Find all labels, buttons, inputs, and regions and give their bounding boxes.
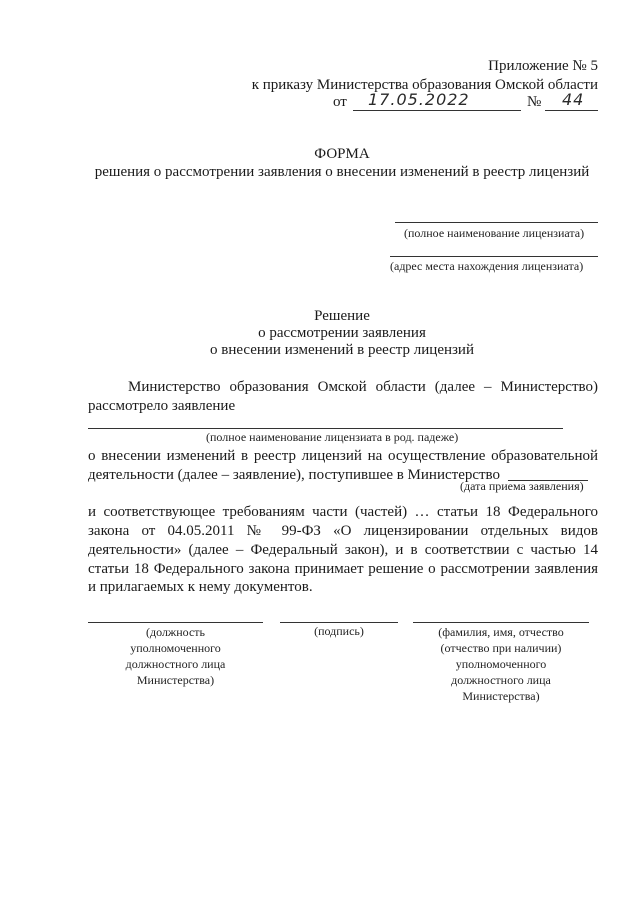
paragraph-3-line4: статьи 18 Федерального закона принимает решение о рассмотрении заявления [88,561,598,577]
handwritten-number: 44 [562,90,585,109]
fullname-caption-line3: уполномоченного [455,657,547,671]
from-label: от [333,94,347,110]
paragraph-2-line2: деятельности (далее – заявление), поступившее в Министерство [88,467,501,483]
signature-line [280,622,398,623]
number-underline [545,110,598,111]
number-label: № [527,94,542,110]
decision-title-line3: о внесении изменений в реестр лицензий [209,342,474,358]
paragraph-1-line1: Министерство образования Омской области (далее – Министерство) [128,379,598,395]
handwritten-date: 17.05.2022 [368,90,470,109]
paragraph-1-line2: рассмотрело заявление [88,398,236,414]
paragraph-3-line2: закона от 04.05.2011 № 99-ФЗ «О лицензировании отдельных видов [88,523,598,539]
paragraph-3-line5: и прилагаемых к нему документов. [88,579,313,595]
fullname-caption-line2: (отчество при наличии) [440,641,562,655]
fullname-caption-line1: (фамилия, имя, отчество [438,625,564,639]
licensee-address-line [390,256,598,257]
position-caption-line2: уполномоченного [130,641,221,655]
position-caption-line1: (должность [146,625,205,639]
fullname-caption-line5: Министерства) [462,689,540,703]
paragraph-3-line1: и соответствующее требованиям части (частей) … статьи 18 Федерального [88,504,598,520]
decision-title: Решение [314,308,370,324]
signature-caption: (подпись) [314,624,364,638]
licensee-genitive-caption: (полное наименование лицензиата в род. падеже) [206,430,459,444]
fullname-caption [413,624,589,704]
licensee-genitive-line [88,428,563,429]
paragraph-2-line1: о внесении изменений в реестр лицензий на осуществление образовательной [88,448,598,464]
fullname-line [413,622,589,623]
licensee-name-caption: (полное наименование лицензиата) [404,226,585,240]
fullname-caption-line4: должностного лица [451,673,551,687]
date-underline [353,110,521,111]
position-caption [88,624,263,688]
form-title: ФОРМА [314,146,370,162]
decision-title-line2: о рассмотрении заявления [258,325,426,341]
licensee-address-caption: (адрес места нахождения лицензиата) [390,259,584,273]
position-line [88,622,263,623]
form-subtitle: решения о рассмотрении заявления о внесении изменений в реестр лицензий [94,164,590,180]
appendix-number: Приложение № 5 [488,58,598,74]
receipt-date-caption: (дата приема заявления) [460,479,584,493]
paragraph-3-line3: деятельности» (далее – Федеральный закон), и в соответствии с частью 14 [88,542,598,558]
order-reference: к приказу Министерства образования Омской области [251,77,598,93]
licensee-name-line [395,222,598,223]
position-caption-line3: должностного лица [125,657,226,671]
position-caption-line4: Министерства) [136,673,215,687]
